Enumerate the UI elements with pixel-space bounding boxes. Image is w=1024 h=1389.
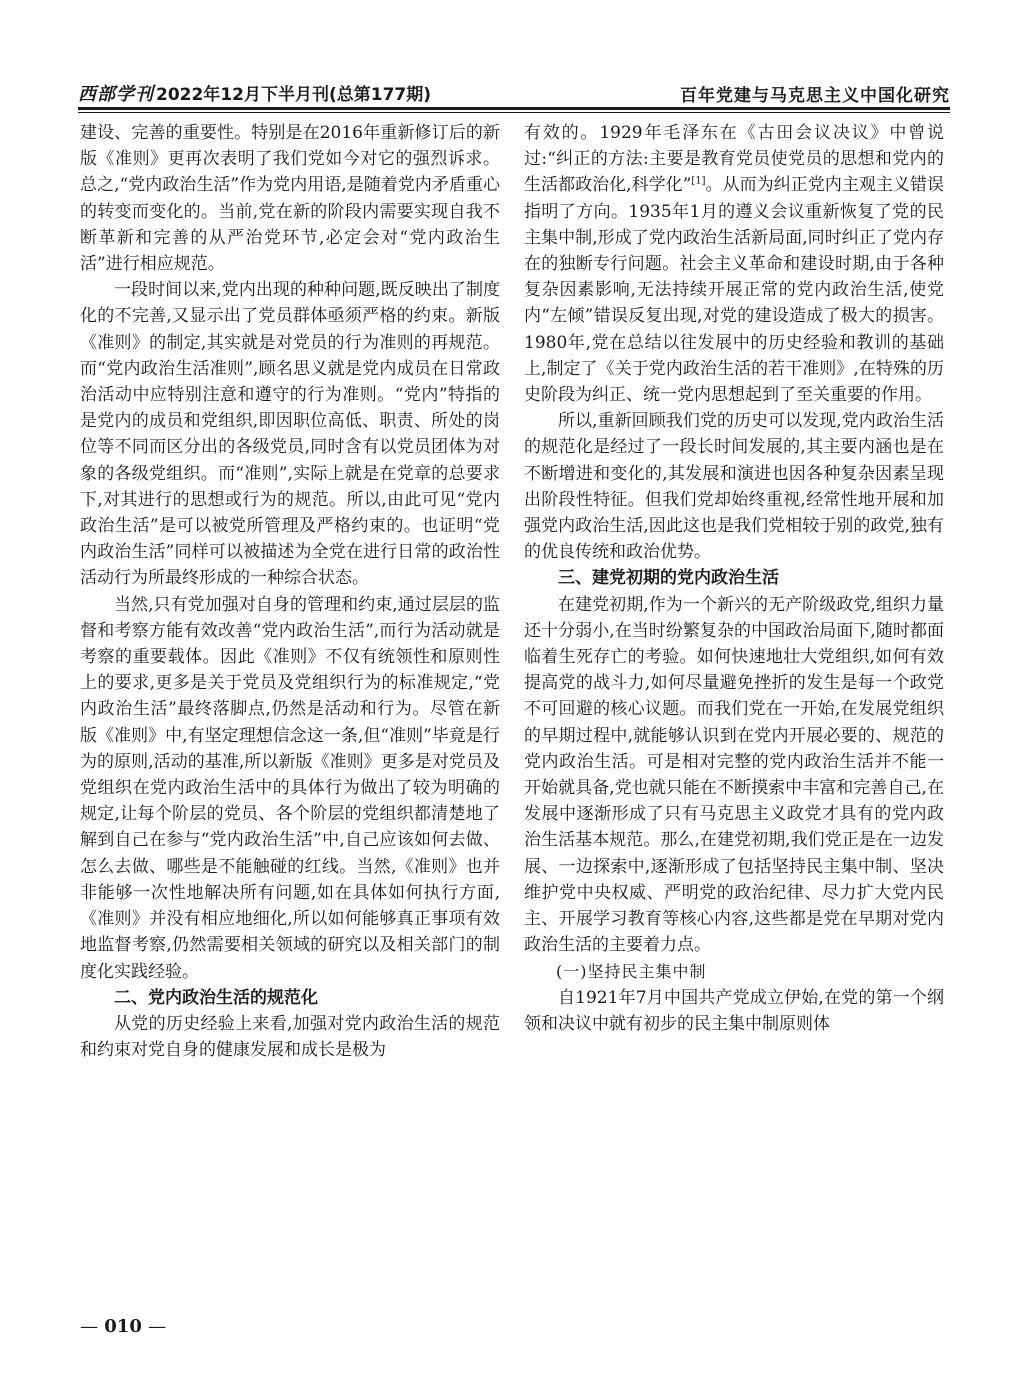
paragraph: 在建党初期,作为一个新兴的无产阶级政党,组织力量还十分弱小,在当时纷繁复杂的中国政治局面下,随时都面临着生死存亡的考验。如何快速地壮大党组织,如何有效提高党的战斗力,如何尽量避免挫折的发生是每一个政党不可回避的核心议题。而我们党在一开始,在发展党组织的早期过程中,就能够认识到在党内开展必要的、规范的党内政治生活。可是相对完整的党内政治生活并不能一开始就具备,党也就只能在不断摸索中丰富和完善自己,在发展中逐渐形成了只有马克思主义政党才具有的党内政治生活基本规范。那么,在建党初期,我们党正是在一边发展、一边探索中,逐渐形成了包括坚持民主集中制、坚决维护党中央权威、严明党的政治纪律、尽力扩大党内民主、开展学习教育等核心内容,这些都是党在早期对党内政治生活的主要着力点。 xyxy=(524,594,944,956)
section-heading: 三、建党初期的党内政治生活 xyxy=(558,568,779,589)
header-left xyxy=(78,80,431,106)
paragraph: 当然,只有党加强对自身的管理和约束,通过层层的监督和考察方能有效改善“党内政治生活”,而行为活动就是考察的重要载体。因此《准则》不仅有统领性和原则性上的要求,更多是关于党员及党组织行为的标准规定,“党内政治生活”最终落脚点,仍然是活动和行为。尽管在新版《准则》中,有坚定理想信念这一条,但“准则”毕竟是行为的原则,活动的基准,所以新版《准则》更多是对党员及党组织在党内政治生活中的具体行为做出了较为明确的规定,让每个阶层的党员、各个阶层的党组织都清楚地了解到自己在参与“党内政治生活”中,自己应该如何去做、怎么去做、哪些是不能触碰的红线。当然,《准则》也并非能够一次性地解决所有问题,如在具体如何执行方面,《准则》并没有相应地细化,所以如何能够真正事项有效地监督考察,仍然需要相关领域的研究以及相关部门的制度化实践经验。 xyxy=(80,594,500,982)
page-header xyxy=(78,66,950,106)
paragraph xyxy=(524,120,944,408)
left-column xyxy=(80,120,500,1063)
section-title: 百年党建与马克思主义中国化研究 xyxy=(680,86,950,106)
paragraph-text: 有效的。1929年毛泽东在《古田会议决议》中曾说过:“纠正的方法:主要是教育党员使党员的思想和党内的生活都政治化,科学化” xyxy=(524,123,944,196)
citation-ref: [1] xyxy=(691,175,706,187)
paragraph-text: 。从而为纠正党内主观主义错误指明了方向。1935年1月的遵义会议重新恢复了党的民主集中制,形成了党内政治生活新局面,同时纠正了党内存在的独断专行问题。社会主义革命和建设时期,由于各种复杂因素影响,无法持续开展正常的党内政治生活,使党内“左倾”错误反复出现,对党的建设造成了极大的损害。1980年,党在总结以往发展中的历史经验和教训的基础上,制定了《关于党内政治生活的若干准则》,在特殊的历史阶段为纠正、统一党内思想起到了至关重要的作用。 xyxy=(524,175,944,406)
page-footer xyxy=(80,1316,166,1337)
paragraph: 所以,重新回顾我们党的历史可以发现,党内政治生活的规范化是经过了一段长时间发展的,其主要内涵也是在不断增进和变化的,其发展和演进也因各种复杂因素呈现出阶段性特征。但我们党却始终重视,经常性地开展和加强党内政治生活,因此这也是我们党相较于别的政党,独有的优良传统和政治优势。 xyxy=(524,411,944,563)
header-rule-thick xyxy=(78,107,950,110)
paragraph: 建设、完善的重要性。特别是在2016年重新修订后的新版《准则》更再次表明了我们党如今对它的强烈诉求。总之,“党内政治生活”作为党内用语,是随着党内矛盾重心的转变而变化的。当前,党在新的阶段内需要实现自我不断革新和完善的从严治党环节,必定会对“党内政治生活”进行相应规范。 xyxy=(80,123,500,275)
page-number: 010 xyxy=(104,1316,142,1337)
header-rule-thin xyxy=(78,112,950,113)
section-heading: 二、党内政治生活的规范化 xyxy=(114,987,318,1008)
paragraph: 一段时间以来,党内出现的种种问题,既反映出了制度化的不完善,又显示出了党员群体亟须严格的约束。新版《准则》的制定,其实就是对党员的行为准则的再规范。而“党内政治生活准则”,顾名思义就是党内成员在日常政治活动中应特别注意和遵守的行为准则。“党内”特指的是党内的成员和党组织,即因职位高低、职责、所处的岗位等不同而区分出的各级党员,同时含有以党员团体为对象的各级党组织。而“准则”,实际上就是在党章的总要求下,对其进行的思想或行为的规范。所以,由此可见“党内政治生活”是可以被党所管理及严格约束的。也证明“党内政治生活”同样可以被描述为全党在进行日常的政治性活动行为所最终形成的一种综合状态。 xyxy=(80,280,500,589)
footer-dash: — xyxy=(80,1316,98,1337)
footer-dash: — xyxy=(148,1316,167,1337)
journal-logo: 西部学刊 xyxy=(78,84,154,105)
paragraph: 自1921年7月中国共产党成立伊始,在党的第一个纲领和决议中就有初步的民主集中制原则体 xyxy=(524,987,944,1034)
right-column xyxy=(524,120,944,1037)
paragraph: 从党的历史经验上来看,加强对党内政治生活的规范和约束对党自身的健康发展和成长是极为 xyxy=(80,1013,500,1061)
issue-label: 2022年12月下半月刊(总第177期) xyxy=(156,85,431,105)
subsection-heading: (一)坚持民主集中制 xyxy=(556,961,707,981)
